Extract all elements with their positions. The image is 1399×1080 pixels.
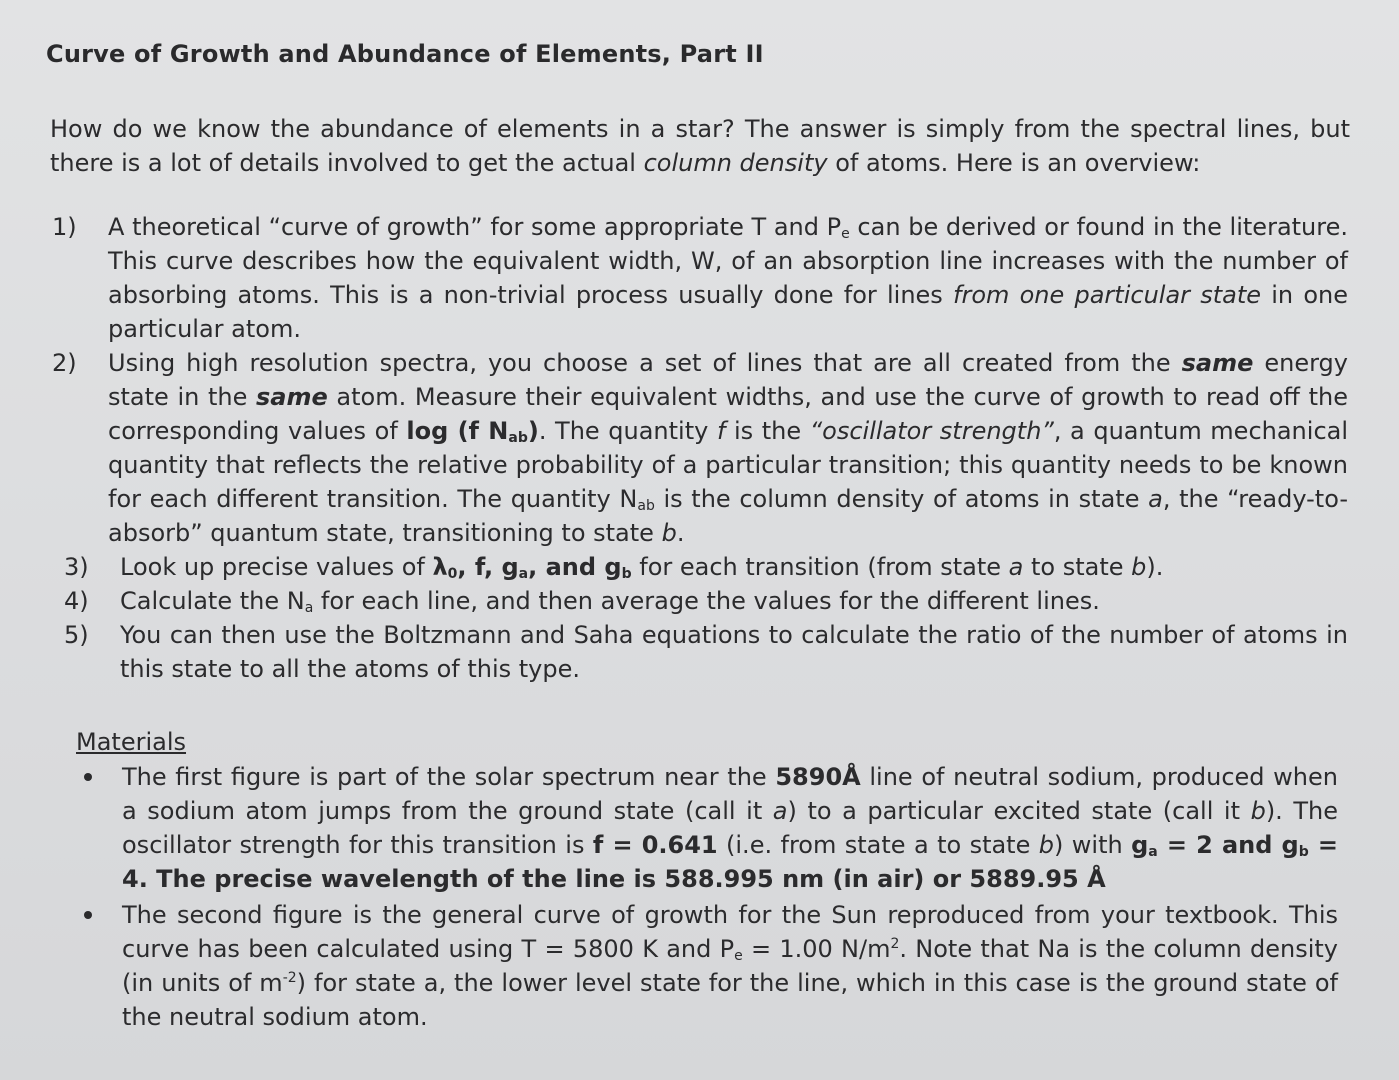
step-symbol: λ (432, 553, 448, 581)
step-formula: ) (527, 417, 539, 445)
materials-emphasis: b (1250, 797, 1266, 825)
step-text: A theoretical “curve of growth” for some appropriate T and P (108, 213, 842, 241)
materials-text: The second figure is the general curve of growth for the Sun reproduced from your textbook. This curve has been calculated using T = 5800 K and P (122, 901, 1338, 963)
step-1 (52, 210, 1348, 346)
step-number: 4) (64, 587, 89, 615)
step-number: 1) (52, 213, 77, 241)
step-text: for each line, and then average the values for the different lines. (313, 587, 1100, 615)
intro-paragraph (50, 112, 1350, 180)
materials-emphasis: = 4. The precise wavelength of the line is 588.995 nm (in air) or 5889.95 Å (122, 831, 1339, 893)
materials-superscript: -2 (282, 970, 297, 986)
step-emphasis: from one particular state (953, 281, 1262, 309)
materials-text: . Note that Na is the column density (in units of m (122, 935, 1338, 997)
intro-text: of atoms. Here is an overview: (827, 149, 1201, 177)
materials-emphasis: f = 0.641 (592, 831, 718, 859)
step-3 (52, 550, 1348, 584)
materials-emphasis: b (1038, 831, 1055, 859)
bullet-icon (84, 911, 92, 919)
step-emphasis: a (1008, 553, 1024, 581)
step-text: energy state in the (108, 349, 1348, 411)
step-text: , the “ready-to-absorb” quantum state, transitioning to state (108, 485, 1348, 547)
step-text: to state (1023, 553, 1132, 581)
step-text: is the column density of atoms in state (654, 485, 1149, 513)
materials-emphasis: 5890Å (775, 763, 861, 791)
step-text: . The quantity (538, 417, 717, 445)
intro-text: How do we know the abundance of elements in a star? The answer is simply from the spectral lines, but there is a lot of details involved to get the actual (50, 115, 1350, 177)
step-subscript: a (304, 600, 314, 616)
step-text: Calculate the N (120, 587, 305, 615)
step-emphasis: same (256, 383, 328, 411)
step-emphasis: b (661, 519, 677, 547)
step-text: in one particular atom. (108, 281, 1348, 343)
materials-text: ). The oscillator strength for this transition is (122, 797, 1339, 859)
step-emphasis: b (1131, 553, 1147, 581)
step-emphasis: a (1148, 485, 1163, 513)
step-text: , a quantum mechanical quantity that reflects the relative probability of a particular transition; this quantity needs to be known for each different transition. The quantity N (108, 417, 1349, 513)
step-subscript: a (518, 566, 529, 582)
materials-emphasis: g (1131, 831, 1149, 859)
materials-list (80, 760, 1338, 1034)
step-emphasis: “oscillator strength” (809, 417, 1054, 445)
step-subscript: ab (508, 430, 528, 446)
step-text: can be derived or found in the literature. This curve describes how the equivalent width, W, of an absorption line increases with the number of absorbing atoms. This is a non-trivial process usually done for lines (108, 213, 1349, 309)
materials-subscript: e (734, 948, 743, 964)
step-number: 2) (52, 349, 77, 377)
materials-heading: Materials (76, 728, 187, 756)
materials-superscript: 2 (890, 936, 900, 952)
materials-emphasis: a (772, 797, 788, 825)
materials-text: The first figure is part of the solar spectrum near the (122, 763, 776, 791)
step-text: atom. Measure their equivalent widths, and use the curve of growth to read off the corresponding values of (108, 383, 1348, 445)
step-4 (52, 584, 1348, 618)
step-subscript: e (841, 226, 850, 242)
intro-emphasis: column density (643, 149, 828, 177)
step-symbol: , and g (528, 553, 622, 581)
step-subscript: b (621, 566, 632, 582)
materials-subscript: b (1298, 844, 1309, 860)
step-subscript: ab (637, 498, 655, 514)
step-text: ). (1146, 553, 1164, 581)
bullet-icon (84, 773, 92, 781)
materials-text: line of neutral sodium, produced when a sodium atom jumps from the ground state (call it (122, 763, 1338, 825)
step-text: You can then use the Boltzmann and Saha equations to calculate the ratio of the number of atoms in this state to all the atoms of this type. (120, 621, 1348, 683)
step-text: Using high resolution spectra, you choose a set of lines that are all created from the (108, 349, 1182, 377)
materials-text: ) with (1054, 831, 1132, 859)
step-text: is the (725, 417, 810, 445)
step-subscript: 0 (447, 566, 458, 582)
step-text: Look up precise values of (120, 553, 433, 581)
step-number: 3) (64, 553, 89, 581)
materials-text: (i.e. from state a to state (717, 831, 1039, 859)
page-title: Curve of Growth and Abundance of Elements, Part II (46, 40, 764, 68)
materials-text: ) for state a, the lower level state for the line, which in this case is the ground state of the neutral sodium atom. (122, 969, 1338, 1031)
materials-subscript: a (1148, 844, 1158, 860)
step-emphasis: f (716, 417, 726, 445)
materials-item-2 (80, 898, 1338, 1034)
materials-item-1 (80, 760, 1338, 896)
step-formula: log (f N (406, 417, 509, 445)
step-text: . (676, 519, 685, 547)
overview-steps (52, 210, 1348, 686)
step-symbol: , f, g (457, 553, 519, 581)
step-number: 5) (64, 621, 89, 649)
step-text: for each transition (from state (631, 553, 1009, 581)
step-emphasis: same (1181, 349, 1254, 377)
materials-text: = 1.00 N/m (742, 935, 891, 963)
step-2 (52, 346, 1348, 550)
materials-emphasis: = 2 and g (1157, 831, 1299, 859)
materials-text: ) to a particular excited state (call it (787, 797, 1251, 825)
step-5 (52, 618, 1348, 686)
